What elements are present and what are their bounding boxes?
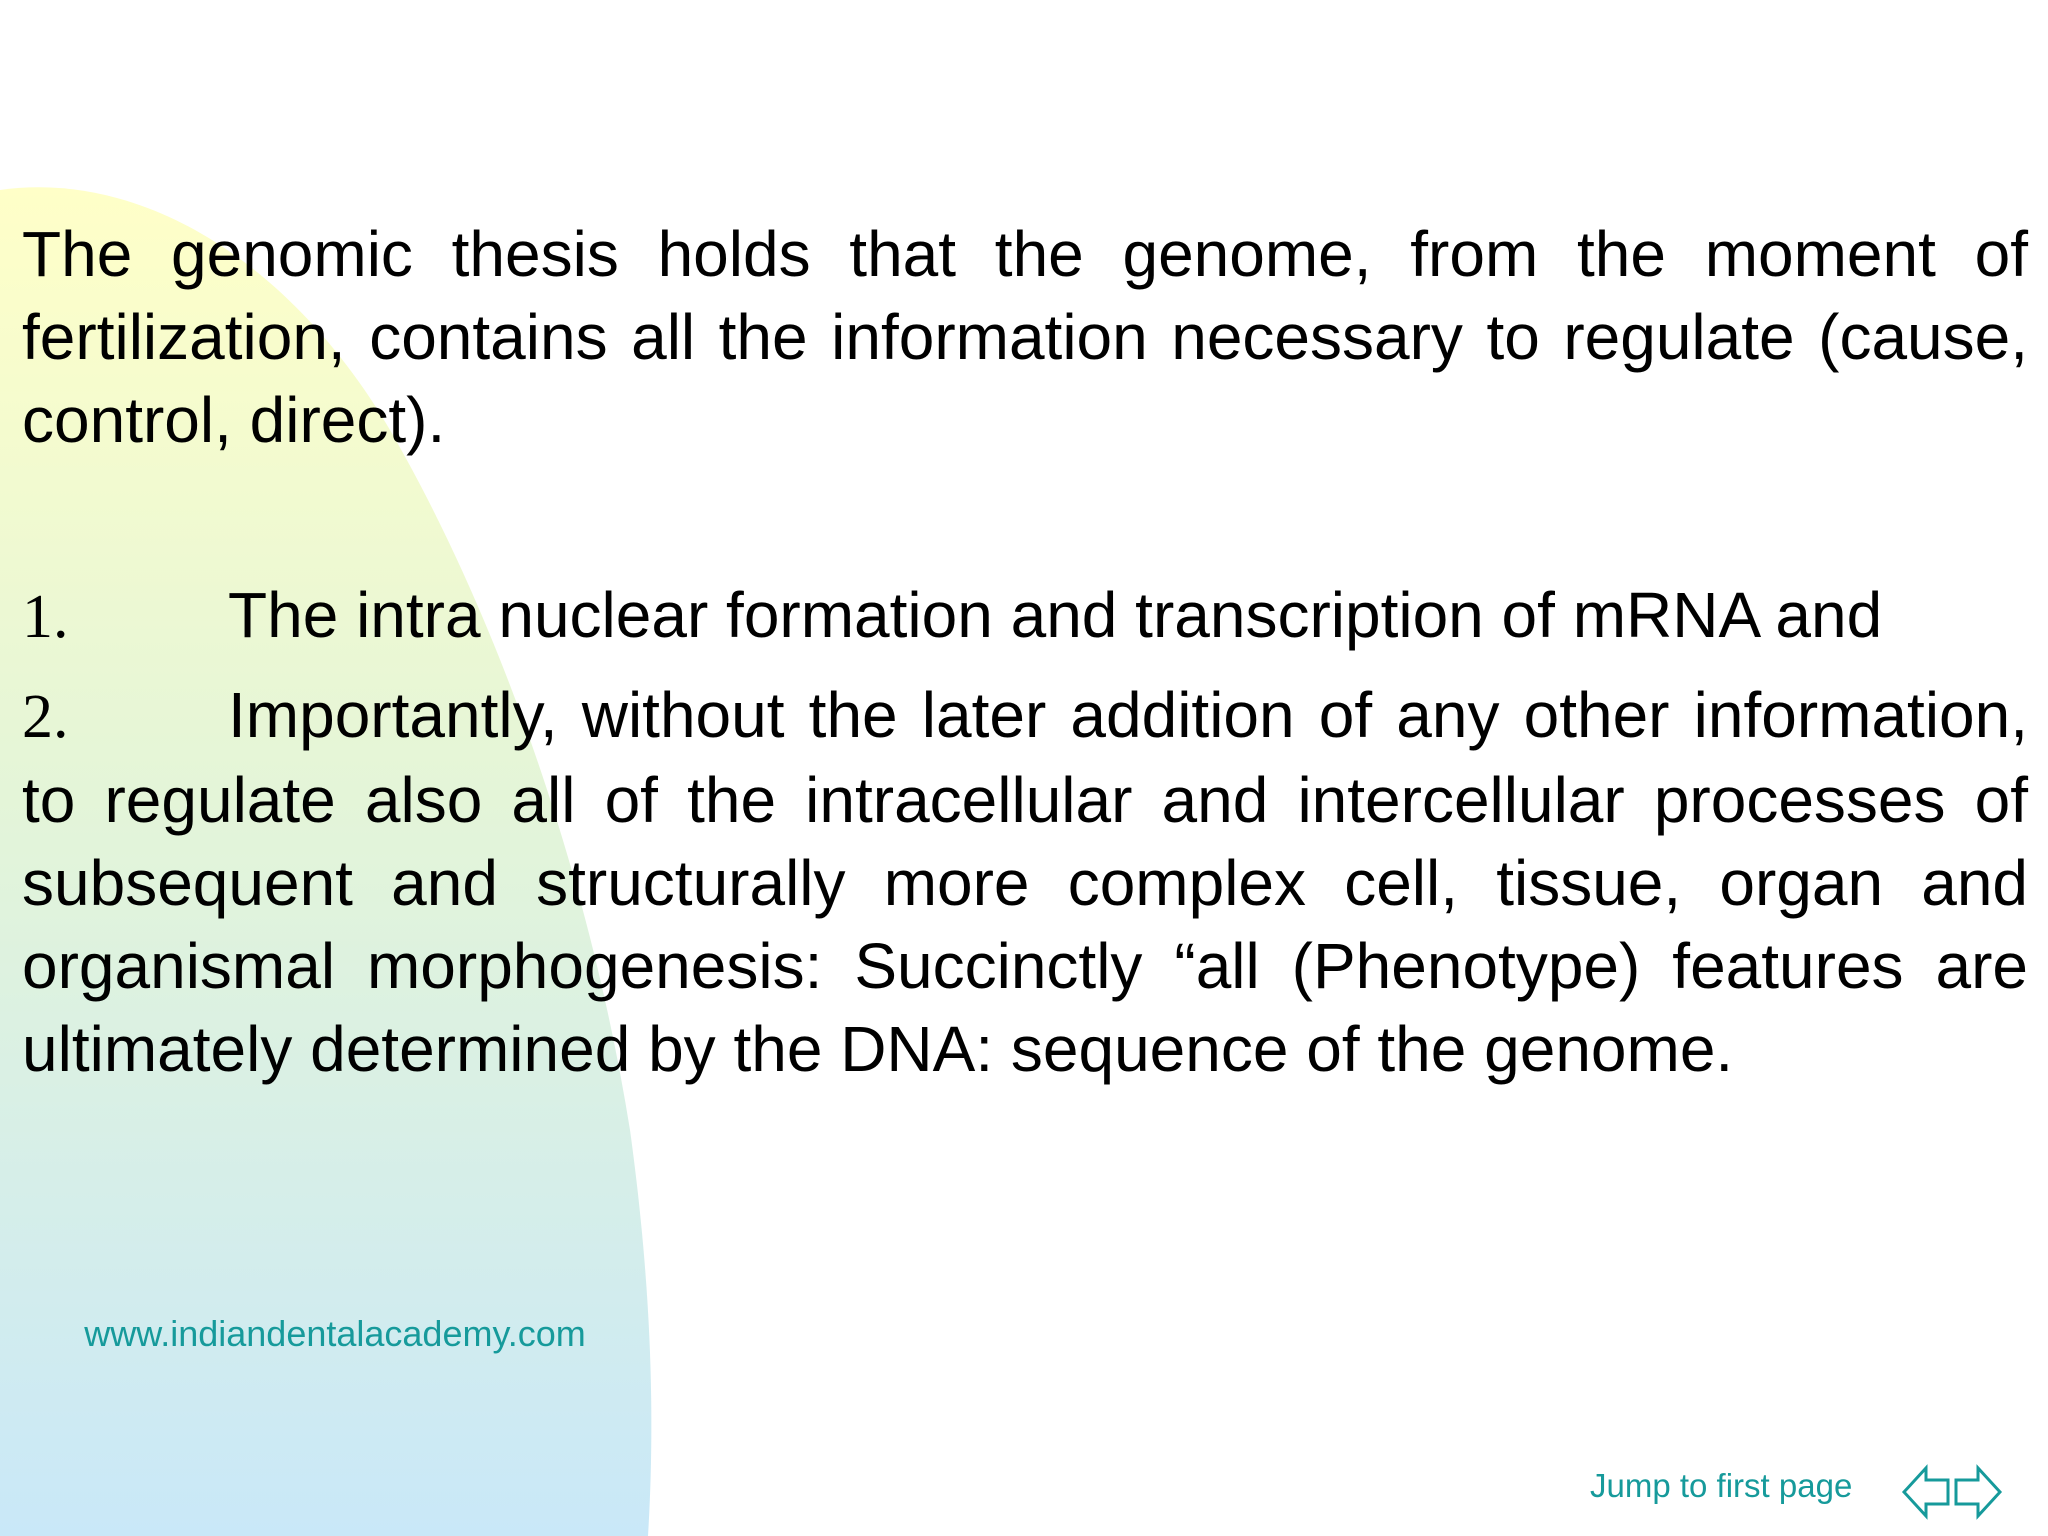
arrow-right-icon[interactable] — [1952, 1462, 2004, 1522]
website-link[interactable]: www.indiandentalacademy.com — [84, 1313, 586, 1354]
arrow-left-icon[interactable] — [1900, 1462, 1952, 1522]
list-item-text: The intra nuclear formation and transcription of mRNA and — [228, 579, 1883, 651]
paragraph-genomic-thesis: The genomic thesis holds that the genome, from the moment of fertilization, contains all the information necessary to regulate (cause, control, direct). — [22, 218, 2028, 456]
list-item-text: Importantly, without the later addition of any other information, to regulate also all of the intracellular and intercellular processes of subsequent and structurally more complex cell, tissue, organ and organismal morphogenesis: Succinctly “all (Phenotype) features are ultimately determined by the DNA: sequence of the genome. — [22, 679, 2028, 1085]
list-item — [22, 574, 2028, 659]
slide-navigation — [1900, 1462, 2004, 1522]
list-number: 1. — [22, 583, 69, 651]
list-number: 2. — [22, 683, 69, 751]
list-item — [22, 674, 2028, 1091]
jump-to-first-page-link[interactable]: Jump to first page — [1590, 1467, 1853, 1504]
